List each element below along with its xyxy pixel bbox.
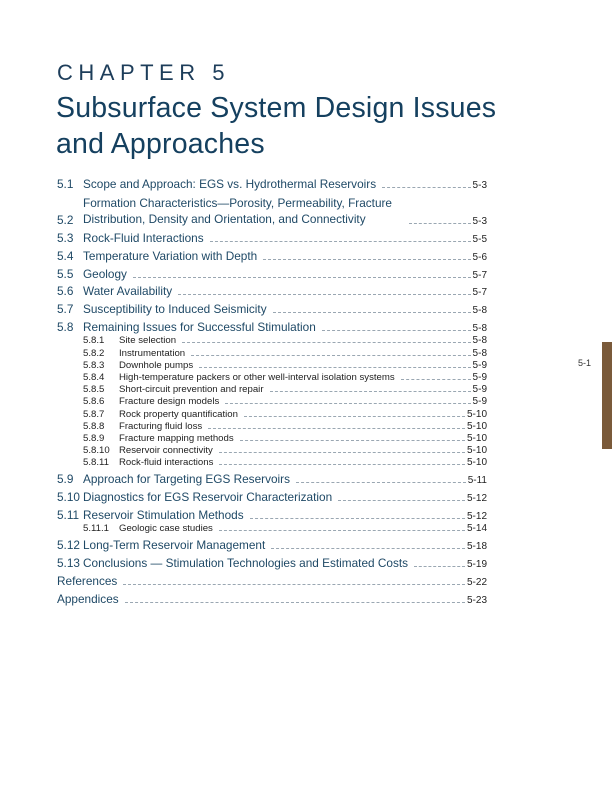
toc-entry-title: Formation Characteristics—Porosity, Permeability, Fracture Distribution, Density and Orientation, and Connectivity <box>83 195 392 226</box>
dot-leader <box>191 355 470 356</box>
dot-leader <box>296 482 466 483</box>
toc-entry-page: 5-23 <box>466 594 487 606</box>
toc-entry-page: 5-12 <box>466 510 487 522</box>
toc-entry-number: 5.8.5 <box>83 384 105 396</box>
toc-entry-number: 5.3 <box>57 230 74 245</box>
dot-leader <box>271 548 465 549</box>
toc-entry-title: Reservoir Stimulation Methods <box>83 507 244 522</box>
toc-entry-title: Fracture design models <box>119 396 220 408</box>
dot-leader <box>240 440 465 441</box>
toc-entry-title: Downhole pumps <box>119 359 194 371</box>
toc-subentry[interactable] <box>57 335 487 346</box>
toc-entry-title: Temperature Variation with Depth <box>83 248 258 263</box>
toc-entry-title: Fracture mapping methods <box>119 432 234 444</box>
toc-entry-title: Remaining Issues for Successful Stimulation <box>83 320 316 335</box>
toc-entry-title: Rock-Fluid Interactions <box>83 230 204 245</box>
toc-entry-number: 5.12 <box>57 538 80 553</box>
toc-entry[interactable] <box>57 249 487 263</box>
dot-leader <box>322 330 471 331</box>
toc-entry-page: 5-8 <box>472 305 487 317</box>
toc-entry[interactable] <box>57 490 487 504</box>
toc-entry-page: 5-9 <box>472 359 487 371</box>
dot-leader <box>263 259 470 260</box>
toc-entry-title: Susceptibility to Induced Seismicity <box>83 302 267 317</box>
toc-entry-page: 5-6 <box>472 251 487 263</box>
toc-entry-page: 5-12 <box>466 493 487 505</box>
dot-leader <box>123 584 465 585</box>
dot-leader <box>178 294 470 295</box>
table-of-contents <box>57 177 487 606</box>
toc-entry-page: 5-9 <box>472 371 487 383</box>
toc-entry-page: 5-18 <box>466 541 487 553</box>
toc-entry[interactable] <box>57 592 487 606</box>
toc-entry-page: 5-8 <box>472 347 487 359</box>
toc-subentry[interactable] <box>57 396 487 407</box>
toc-entry-page: 5-11 <box>467 475 487 487</box>
toc-entry-page: 5-8 <box>472 323 487 335</box>
toc-entry-page: 5-9 <box>472 396 487 408</box>
toc-entry-page: 5-10 <box>466 408 487 420</box>
toc-entry-page: 5-7 <box>472 269 487 281</box>
toc-entry[interactable] <box>57 574 487 588</box>
dot-leader <box>409 223 471 224</box>
toc-subentry[interactable] <box>57 372 487 383</box>
dot-leader <box>125 602 465 603</box>
toc-entry-number: 5.8.8 <box>83 420 105 432</box>
toc-entry-page: 5-10 <box>466 445 487 457</box>
toc-subentry[interactable] <box>57 433 487 444</box>
toc-entry-page: 5-22 <box>466 576 487 588</box>
dot-leader <box>401 379 471 380</box>
toc-entry-page: 5-3 <box>472 180 487 191</box>
toc-subentry[interactable] <box>57 523 487 534</box>
dot-leader <box>382 187 470 188</box>
toc-entry[interactable] <box>57 508 487 522</box>
dot-leader <box>338 500 465 501</box>
toc-entry-number: 5.10 <box>57 490 80 505</box>
toc-entry-number: 5.8.1 <box>83 335 105 347</box>
toc-entry-page: 5-19 <box>466 558 487 570</box>
toc-entry-title: Water Availability <box>83 284 173 299</box>
toc-entry-number: 5.13 <box>57 555 80 570</box>
toc-entry-title: Scope and Approach: EGS vs. Hydrothermal Reservoirs <box>83 177 377 191</box>
dot-leader <box>199 367 470 368</box>
toc-entry-number: 5.8.6 <box>83 396 105 408</box>
dot-leader <box>414 566 465 567</box>
toc-entry-title: Rock-fluid interactions <box>119 457 214 469</box>
toc-entry-number: 5.6 <box>57 284 74 299</box>
toc-entry-number: 5.8.7 <box>83 408 105 420</box>
toc-subentry[interactable] <box>57 384 487 395</box>
toc-entry-number: 5.11 <box>57 507 80 522</box>
toc-entry[interactable] <box>57 556 487 570</box>
toc-entry-page: 5-5 <box>472 233 487 245</box>
toc-subentry[interactable] <box>57 421 487 432</box>
toc-subentry[interactable] <box>57 457 487 468</box>
toc-entry-page: 5-10 <box>466 432 487 444</box>
toc-entry-page: 5-3 <box>472 215 487 227</box>
toc-entry-number: 5.1 <box>57 177 74 191</box>
toc-entry[interactable] <box>57 284 487 298</box>
dot-leader <box>244 416 465 417</box>
toc-entry-title: Approach for Targeting EGS Reservoirs <box>83 472 290 487</box>
dot-leader <box>219 452 465 453</box>
toc-entry-title: Conclusions — Stimulation Technologies and Estimated Costs <box>83 555 409 570</box>
toc-entry-title: Geologic case studies <box>119 523 213 535</box>
dot-leader <box>133 277 471 278</box>
dot-leader <box>270 391 471 392</box>
toc-entry-title: Long-Term Reservoir Management <box>83 538 266 553</box>
chapter-side-tab <box>602 342 612 449</box>
dot-leader <box>250 518 465 519</box>
toc-entry-page: 5-10 <box>466 420 487 432</box>
dot-leader <box>182 342 470 343</box>
toc-entry-title: Appendices <box>57 591 119 606</box>
toc-entry-title: Site selection <box>119 335 177 347</box>
toc-entry[interactable] <box>57 302 487 316</box>
toc-entry-number: 5.9 <box>57 472 74 487</box>
toc-entry-page: 5-8 <box>472 335 487 347</box>
toc-entry-number: 5.11.1 <box>83 523 109 535</box>
toc-entry-page: 5-14 <box>466 523 487 535</box>
dot-leader <box>210 241 471 242</box>
toc-entry-title: References <box>57 573 118 588</box>
toc-entry[interactable] <box>57 320 487 334</box>
toc-entry[interactable] <box>57 538 487 552</box>
dot-leader <box>273 312 471 313</box>
toc-entry[interactable] <box>57 177 487 191</box>
page-number: 5-1 <box>578 358 592 368</box>
toc-subentry[interactable] <box>57 348 487 359</box>
dot-leader <box>225 403 470 404</box>
dot-leader <box>219 464 465 465</box>
toc-entry[interactable] <box>57 472 487 486</box>
toc-entry-title: Fracturing fluid loss <box>119 420 203 432</box>
toc-subentry[interactable] <box>57 409 487 420</box>
toc-entry-number: 5.4 <box>57 248 74 263</box>
toc-entry-page: 5-9 <box>472 384 487 396</box>
toc-entry-number: 5.8 <box>57 320 74 335</box>
chapter-label: CHAPTER 5 <box>57 60 230 85</box>
toc-entry-page: 5-7 <box>472 287 487 299</box>
toc-entry[interactable] <box>57 231 487 245</box>
toc-entry-number: 5.2 <box>57 212 74 227</box>
toc-entry[interactable] <box>57 195 487 227</box>
toc-entry-number: 5.8.10 <box>83 445 110 457</box>
toc-entry-number: 5.7 <box>57 302 74 317</box>
toc-subentry[interactable] <box>57 360 487 371</box>
dot-leader <box>208 428 465 429</box>
toc-entry-title: Diagnostics for EGS Reservoir Characterization <box>83 490 333 505</box>
toc-entry-number: 5.8.4 <box>83 371 105 383</box>
toc-entry-title: Instrumentation <box>119 347 186 359</box>
toc-entry-title: Short-circuit prevention and repair <box>119 384 264 396</box>
toc-entry-number: 5.8.9 <box>83 432 105 444</box>
toc-entry-title: Geology <box>83 266 127 281</box>
toc-entry-number: 5.8.3 <box>83 359 105 371</box>
toc-entry-page: 5-10 <box>466 457 487 469</box>
dot-leader <box>219 530 465 531</box>
toc-entry-number: 5.5 <box>57 266 74 281</box>
toc-entry-title: Reservoir connectivity <box>119 445 213 457</box>
toc-entry-title: Rock property quantification <box>119 408 238 420</box>
chapter-title: Subsurface System Design Issues and Approaches <box>56 92 497 160</box>
toc-entry[interactable] <box>57 267 487 281</box>
toc-entry-title: High-temperature packers or other well-interval isolation systems <box>119 371 395 383</box>
toc-subentry[interactable] <box>57 445 487 456</box>
toc-entry-number: 5.8.2 <box>83 347 105 359</box>
toc-entry-number: 5.8.11 <box>83 457 109 469</box>
